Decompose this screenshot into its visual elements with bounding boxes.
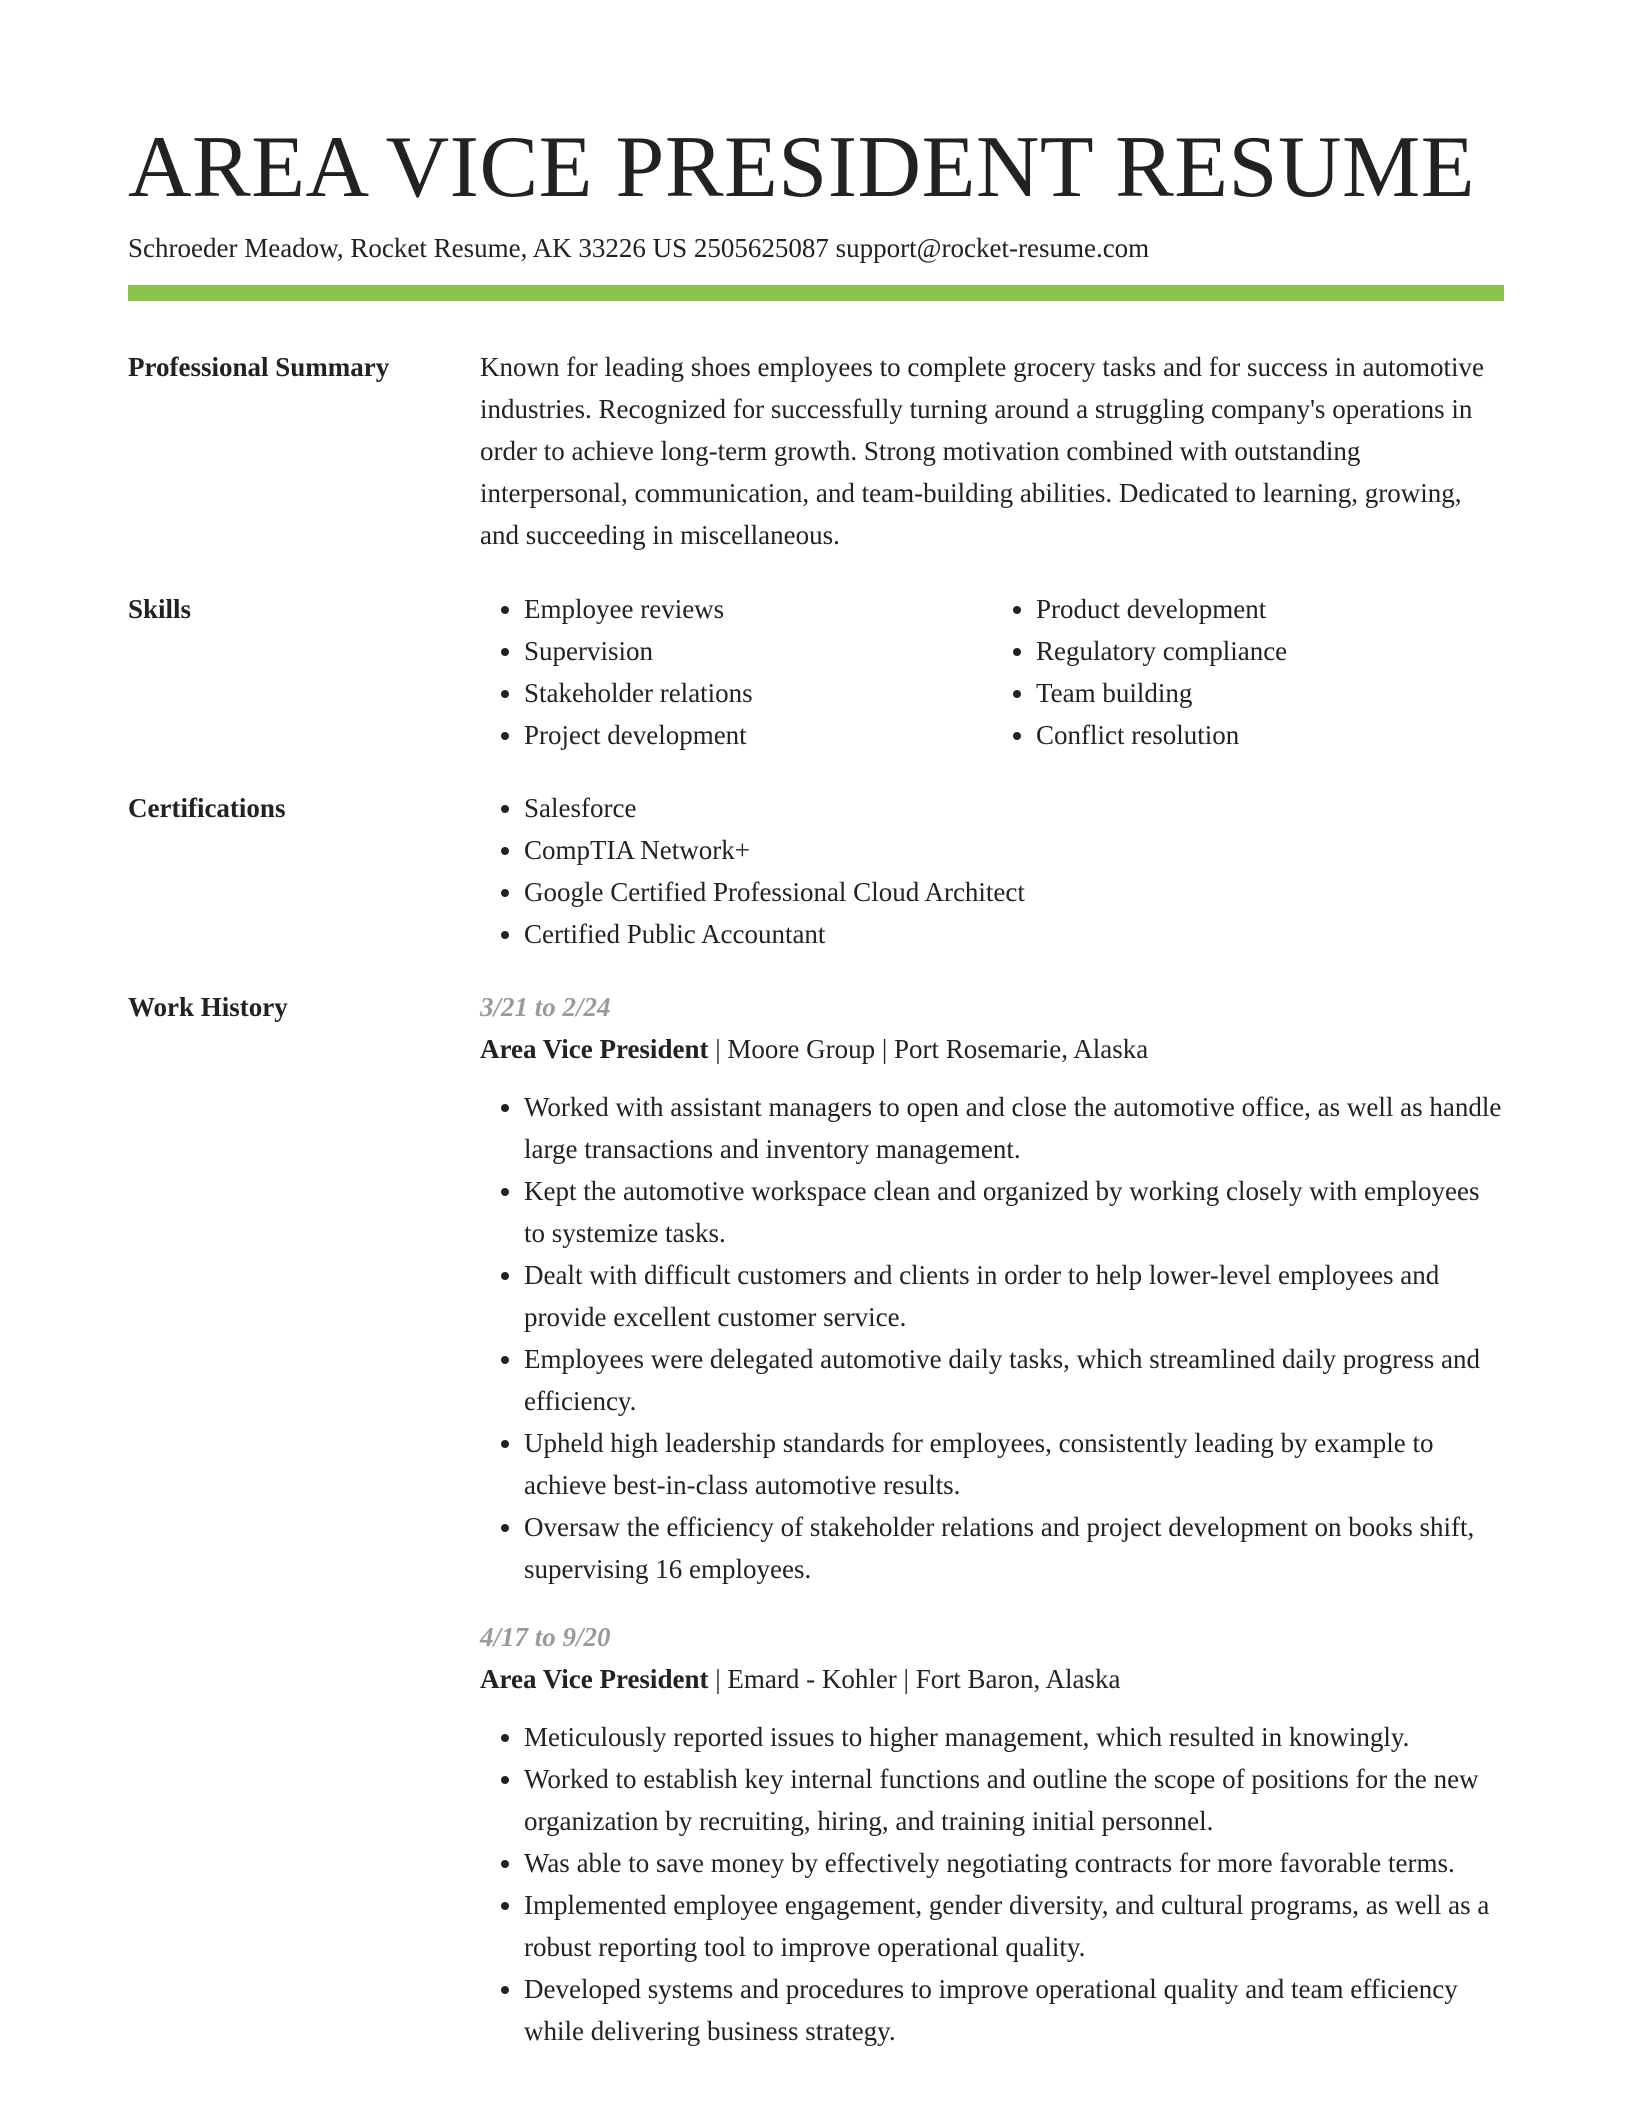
work-history-label: Work History: [128, 992, 288, 1022]
job-bullet: • Implemented employee engagement, gender diversity, and cultural programs, as well as a robust reporting tool to improve operational quality.: [524, 1884, 1504, 1968]
job-bullet: • Oversaw the efficiency of stakeholder relations and project development on books shift, supervising 16 employees.: [524, 1506, 1504, 1590]
job-bullet: • Dealt with difficult customers and clients in order to help lower-level employees and provide excellent customer service.: [524, 1254, 1504, 1338]
skill-item: • Product development: [1036, 588, 1504, 630]
job-title: Area Vice President: [480, 1664, 709, 1694]
skill-item: • Conflict resolution: [1036, 714, 1504, 756]
certifications-body: [480, 787, 1504, 955]
certification-item: • Salesforce: [524, 787, 1504, 829]
resume-title: AREA VICE PRESIDENT RESUME: [128, 119, 1476, 216]
job-dates: 3/21 to 2/24: [480, 992, 611, 1022]
skill-item: • Team building: [1036, 672, 1504, 714]
job-details: | Moore Group | Port Rosemarie, Alaska: [708, 1034, 1149, 1064]
certification-item: • CompTIA Network+: [524, 829, 1504, 871]
job-bullet: • Meticulously reported issues to higher management, which resulted in knowingly.: [524, 1716, 1504, 1758]
skill-item: • Stakeholder relations: [524, 672, 992, 714]
skills-list-right: [992, 588, 1504, 756]
skill-item: • Regulatory compliance: [1036, 630, 1504, 672]
skill-item: • Supervision: [524, 630, 992, 672]
certification-item: • Google Certified Professional Cloud Architect: [524, 871, 1504, 913]
skill-item: • Project development: [524, 714, 992, 756]
certifications-label: Certifications: [128, 793, 286, 823]
summary-body: [480, 346, 1504, 556]
job-dates: 4/17 to 9/20: [480, 1622, 611, 1652]
job-bullet: • Upheld high leadership standards for employees, consistently leading by example to achieve best-in-class automotive results.: [524, 1422, 1504, 1506]
skill-item: • Employee reviews: [524, 588, 992, 630]
contact-info: Schroeder Meadow, Rocket Resume, AK 33226 US 2505625087 support@rocket-resume.com: [128, 233, 1150, 263]
job-title: Area Vice President: [480, 1034, 709, 1064]
job-header: [480, 1658, 1504, 1700]
certification-item: • Certified Public Accountant: [524, 913, 1504, 955]
job-header: [480, 1028, 1504, 1070]
job-bullet: • Was able to save money by effectively negotiating contracts for more favorable terms.: [524, 1842, 1504, 1884]
skills-grid: [480, 588, 1504, 756]
summary-label: Professional Summary: [128, 352, 390, 382]
job-bullet: • Developed systems and procedures to improve operational quality and team efficiency while delivering business strategy.: [524, 1968, 1504, 2052]
job-details: | Emard - Kohler | Fort Baron, Alaska: [708, 1664, 1121, 1694]
certifications-list: [480, 787, 1504, 955]
job-bullet-list: [480, 1716, 1504, 2052]
job-bullet: • Worked to establish key internal functions and outline the scope of positions for the new organization by recruiting, hiring, and training initial personnel.: [524, 1758, 1504, 1842]
summary-text: Known for leading shoes employees to complete grocery tasks and for success in automotive industries. Recognized for successfully turning around a struggling company's operations in order to achieve long-term growth. Strong motivation combined with outstanding interpersonal, communication, and team-building abilities. Dedicated to learning, growing, and succeeding in miscellaneous.: [480, 352, 1484, 550]
skills-list-left: [480, 588, 992, 756]
header-divider-bar: [128, 285, 1504, 301]
job-bullet: • Kept the automotive workspace clean and organized by working closely with employees to systemize tasks.: [524, 1170, 1504, 1254]
job-bullet-list: [480, 1086, 1504, 1590]
job-entry: [480, 1616, 1504, 2052]
job-entry: [480, 986, 1504, 1590]
skills-label: Skills: [128, 594, 192, 624]
job-bullet: • Worked with assistant managers to open and close the automotive office, as well as handle large transactions and inventory management.: [524, 1086, 1504, 1170]
job-bullet: • Employees were delegated automotive daily tasks, which streamlined daily progress and efficiency.: [524, 1338, 1504, 1422]
work-history-body: [480, 986, 1504, 2086]
